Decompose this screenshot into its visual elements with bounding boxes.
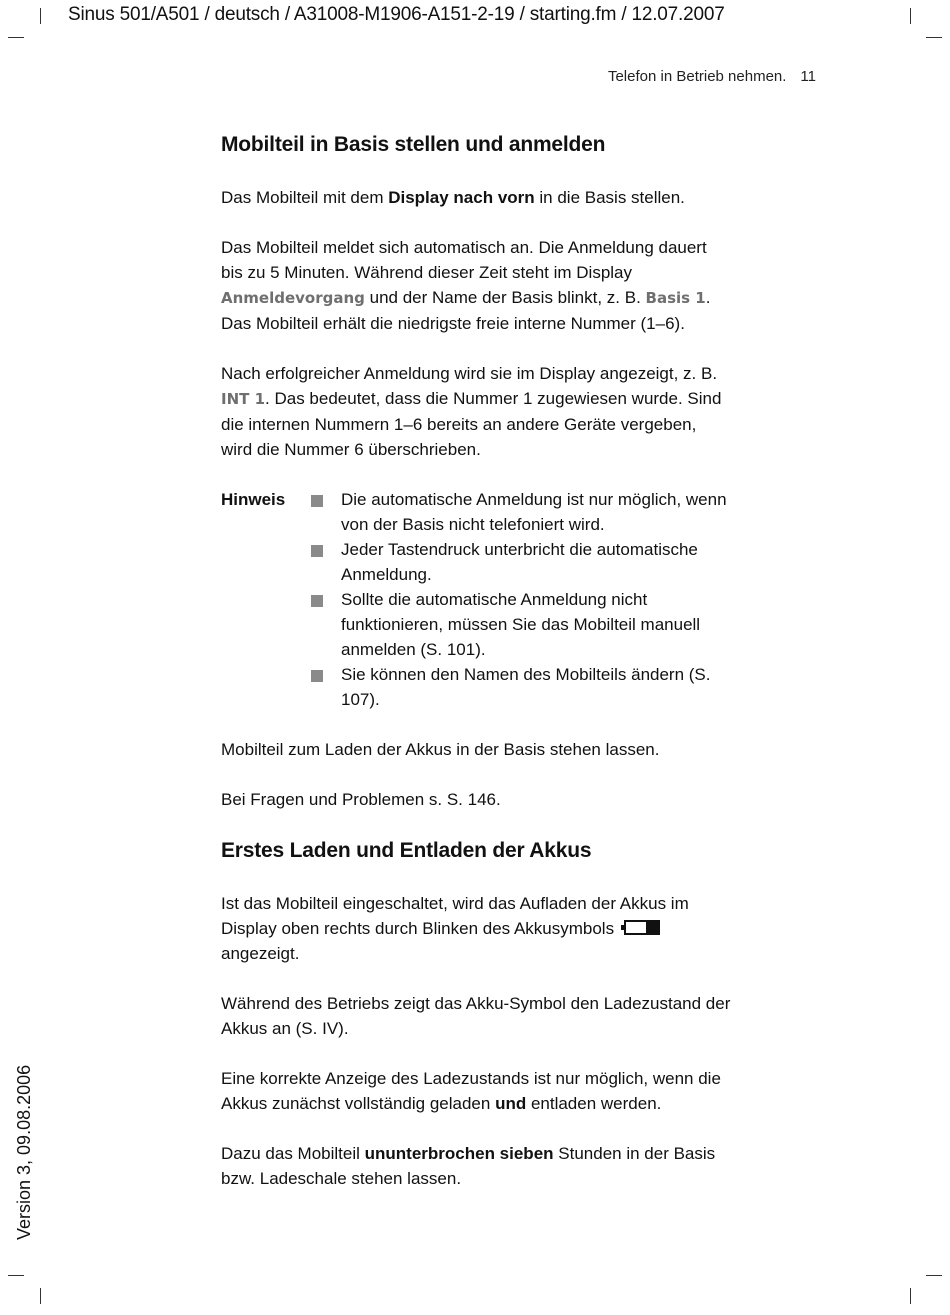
- text: angezeigt.: [221, 944, 300, 963]
- display-text: Anmeldevorgang: [221, 289, 365, 307]
- paragraph: [221, 1066, 731, 1116]
- hint-label: Hinweis: [221, 490, 286, 509]
- page-content: [221, 130, 731, 1191]
- text: Stunden in der Basis bzw. Ladeschale stehen lassen.: [221, 1144, 716, 1188]
- text: Das Mobilteil meldet sich automatisch an. Die Anmeldung dauert bis zu 5 Minuten. Während dieser Zeit steht im Display: [221, 238, 707, 282]
- paragraph: [221, 185, 731, 210]
- crop-mark: [8, 37, 24, 38]
- list-item-text: Die automatische Anmeldung ist nur möglich, wenn von der Basis nicht telefoniert wird.: [341, 490, 727, 534]
- paragraph: Mobilteil zum Laden der Akkus in der Basis stehen lassen.: [221, 740, 660, 759]
- text: Das Mobilteil mit dem: [221, 188, 389, 207]
- battery-icon: [624, 920, 660, 935]
- running-header: [608, 68, 816, 85]
- text: Nach erfolgreicher Anmeldung wird sie im Display angezeigt, z. B.: [221, 364, 718, 383]
- text: in die Basis stellen.: [534, 188, 685, 207]
- text: . Das Mobilteil erhält die niedrigste freie interne Nummer (1–6).: [221, 288, 711, 333]
- display-text: INT 1: [221, 390, 266, 408]
- paragraph: Während des Betriebs zeigt das Akku-Symbol den Ladezustand der Akkus an (S. IV).: [221, 994, 731, 1038]
- paragraph: [221, 891, 731, 966]
- hint-list: [311, 487, 731, 712]
- document-meta: Sinus 501/A501 / deutsch / A31008-M1906-A151-2-19 / starting.fm / 12.07.2007: [68, 4, 725, 25]
- list-item: [311, 587, 731, 662]
- bullet-icon: [311, 595, 323, 607]
- crop-mark: [8, 1275, 24, 1276]
- paragraph: [221, 361, 731, 462]
- bold-text: ununterbrochen sieben: [364, 1144, 554, 1163]
- section-title: Telefon in Betrieb nehmen.: [607, 68, 787, 85]
- list-item-text: Sie können den Namen des Mobilteils ändern (S. 107).: [341, 665, 711, 709]
- paragraph: [221, 235, 731, 336]
- hint-box: [221, 487, 731, 712]
- bullet-icon: [311, 545, 323, 557]
- list-item-text: Sollte die automatische Anmeldung nicht funktionieren, müssen Sie das Mobilteil manuell anmelden (S. 101).: [341, 590, 701, 659]
- page-number: 11: [800, 68, 816, 85]
- bold-text: Display nach vorn: [388, 188, 535, 207]
- section-heading-1: Mobilteil in Basis stellen und anmelden: [221, 133, 606, 156]
- text: Dazu das Mobilteil: [221, 1144, 365, 1163]
- text: Eine korrekte Anzeige des Ladezustands ist nur möglich, wenn die Akkus zunächst vollständig geladen: [221, 1069, 721, 1113]
- crop-mark: [910, 1288, 911, 1304]
- crop-mark: [926, 37, 942, 38]
- paragraph: Bei Fragen und Problemen s. S. 146.: [221, 790, 501, 809]
- display-text: Basis 1: [645, 289, 706, 307]
- bold-text: und: [495, 1094, 527, 1113]
- list-item-text: Jeder Tastendruck unterbricht die automatische Anmeldung.: [341, 540, 698, 584]
- text: und der Name der Basis blinkt, z. B.: [364, 288, 646, 307]
- text: Ist das Mobilteil eingeschaltet, wird das Aufladen der Akkus im Display oben rechts durch Blinken des Akkusymbols: [221, 894, 689, 938]
- list-item: [311, 537, 731, 587]
- list-item: [311, 487, 731, 537]
- crop-mark: [910, 8, 911, 24]
- paragraph: [221, 1141, 731, 1191]
- battery-fill: [646, 922, 658, 933]
- bullet-icon: [311, 670, 323, 682]
- list-item: [311, 662, 731, 712]
- bullet-icon: [311, 495, 323, 507]
- version-note: Version 3, 09.08.2006: [14, 1064, 34, 1240]
- text: . Das bedeutet, dass die Nummer 1 zugewiesen wurde. Sind die internen Nummern 1–6 bereits an andere Geräte vergeben, wird die Nummer 6 überschrieben.: [221, 389, 722, 459]
- section-heading-2: Erstes Laden und Entladen der Akkus: [221, 839, 592, 862]
- crop-mark: [926, 1275, 942, 1276]
- crop-mark: [40, 1288, 41, 1304]
- text: entladen werden.: [526, 1094, 662, 1113]
- crop-mark: [40, 8, 41, 24]
